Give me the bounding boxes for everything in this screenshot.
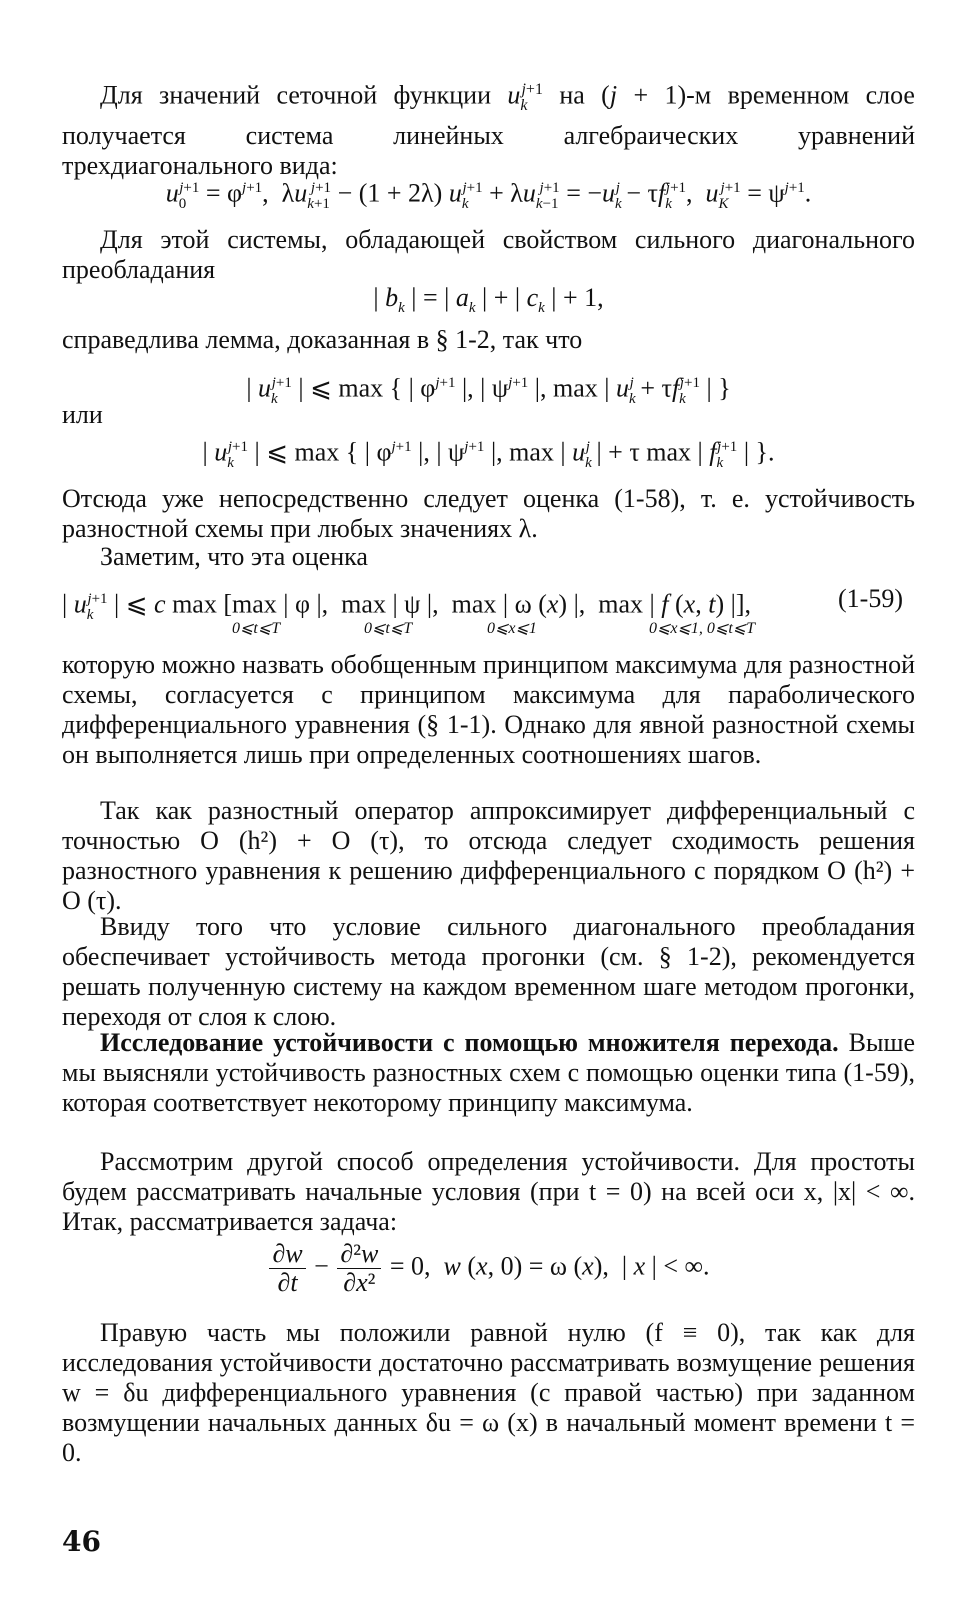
paragraph-9-text: Выше мы выясняли устойчивость разностных схем с помощью оценки типа (1-59), которая соответствует некоторому принципу максимума. — [62, 1028, 915, 1117]
paragraph-10: Рассмотрим другой способ определения устойчивости. Для простоты будем рассматривать начальные условия (при t = 0) на всей оси x, |x| < ∞. Итак, рассматривается задача: — [62, 1147, 915, 1236]
paragraph-11: Правую часть мы положили равной нулю (f ≡ 0), так как для исследования устойчивости достаточно рассматривать возмущение решения w = δu дифференциального уравнения (с правой частью) при заданном возмущении начальных данных δu = ω (x) в начальный момент времени t = 0. — [62, 1318, 915, 1467]
limit-label: 0⩽x⩽1, 0⩽t⩽T — [649, 620, 756, 637]
section-heading: Исследование устойчивости с помощью множителя перехода. — [100, 1028, 839, 1057]
paragraph-4: Отсюда уже непосредственно следует оценка (1-58), т. е. устойчивость разностной схемы при любых значениях λ. — [62, 484, 915, 543]
paragraph-2: Для этой системы, обладающей свойством сильного диагонального преобладания — [62, 225, 915, 284]
limit-label: 0⩽x⩽1 — [487, 620, 537, 637]
paragraph-6: которую можно назвать обобщенным принципом максимума для разностной схемы, согласуется с принципом максимума для параболического дифференциального уравнения (§ 1-1). Однако для явной разностной схемы он выполняется лишь при определенных соотношениях шагов. — [62, 650, 915, 769]
equation-2: | $b_k$ | = | $a_k$ | + | $c_k$ | + 1, — [373, 283, 604, 317]
limit-label: 0⩽t⩽T — [364, 620, 413, 637]
equation-3: | $u_k^{j+1}$ | ⩽ max { | $\varphi^{j+1}$ |, | $\psi^{j+1}$ |, max | $u_k^j + \tau f_k^{j+1}$ | } — [246, 373, 731, 407]
paragraph-8: Ввиду того что условие сильного диагонального преобладания обеспечивает устойчивость метода прогонки (см. § 1-2), рекомендуется решать полученную систему на каждом временном шаге методом прогонки, переходя от слоя к слою. — [62, 912, 915, 1031]
page-number: 46 — [62, 1525, 101, 1558]
equation-6: $\frac{\partial w}{\partial t}$ − $\frac{\text{∂²w}}{\text{∂x²}}$ = 0, w (x, 0) = ω (x), | x | < ∞. — [62, 1240, 915, 1297]
equation-5: | $u_k^{j+1}$ | ⩽ c max [max | φ |, max | ψ |, max | ω (x) |, max | f (x, t) |], — [62, 589, 751, 623]
paragraph-9 — [62, 1028, 915, 1118]
equation-number: (1-59) — [838, 584, 903, 613]
word-or: или — [62, 400, 103, 429]
limit-label: 0⩽t⩽T — [232, 620, 281, 637]
paragraph-5: Заметим, что эта оценка — [100, 542, 368, 571]
paragraph-1: Для значений сеточной функции $u_k^{j+1}$ на (j + 1)-м временном слое получается система линейных алгебраических уравнений трехдиагонального вида: — [62, 80, 915, 180]
equation-4: | $u_k^{j+1}$ | ⩽ max { | $\varphi^{j+1}$ |, | $\psi^{j+1}$ |, max | $u_k^j$ | + τ max | $f_k^{j+1}$ | }. — [202, 437, 775, 471]
equation-1: $u_0^{j+1} = \varphi^{j+1}$, $\lambda u_{k+1}^{j+1} - (1 + 2\lambda) u_k^{j+1} + \lambda u_{k-1}^{j+1} = -u_k^j - \tau f_k^{j+1}$, $u_K^{j+1} = \psi^{j+1}$. — [165, 178, 812, 212]
paragraph-3: справедлива лемма, доказанная в § 1-2, так что — [62, 325, 583, 354]
paragraph-7: Так как разностный оператор аппроксимирует дифференциальный с точностью O (h²) + O (τ), то отсюда следует сходимость решения разностного уравнения к решению дифференциального с порядком O (h²) + O (τ). — [62, 796, 915, 915]
